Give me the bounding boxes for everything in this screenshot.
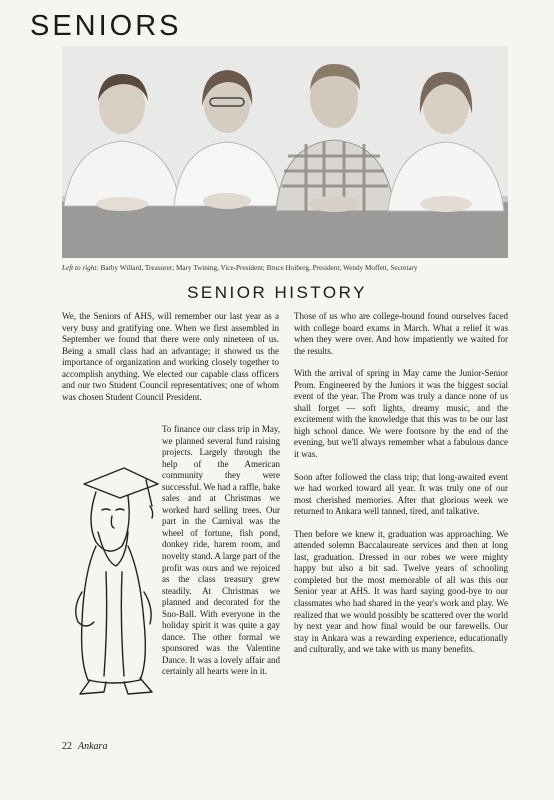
history-paragraph: Then before we knew it, graduation was approaching. We attended solemn Baccalaureate services and then at long last, graduation. Dressed in our robes we were mighty happy but also a bit sad. Twelve years of schooling completed but the most memorable of all was this our Senior year at AHS. It was hard saying good-bye to our classmates who had shared in the year's work and play. We realized that we would possibly be scattered over the world by next year and how final would be our farewells. Our stay in Ankara was a rewarding experience, educationally and culturally, and we take with us many benefits. xyxy=(294,528,508,655)
page-title: SENIORS xyxy=(30,10,182,42)
page-number: 22 xyxy=(62,741,72,752)
graduate-cartoon xyxy=(66,462,162,702)
history-paragraph: To finance our class trip in May, we planned several fund raising projects. Largely through the help of the American community they were successful. We had a raffle, bake sales and at Christmas we worked hard selling trees. Our part in the Carnival was the wheel of fortune, fish pond, donkey ride, harem room, and novelty stand. A large part of the profit was ours and we rejoiced as the class treasury grew steadily. At Christmas we planned and decorated for the Sno-Ball. With everyone in the holiday spirit it was quite a gay dance. The other formal we sponsored was the Valentine Dance. It was a lovely affair and certainly all hearts were in it. xyxy=(162,424,280,677)
caption-names: Barby Willard, Treasurer; Mary Twining, Vice-President; Bruce Hoiberg, President; Wendy Moffett, Secretary xyxy=(100,264,418,272)
section-title: SENIOR HISTORY xyxy=(187,283,367,302)
class-officers-photo xyxy=(62,46,508,258)
graduate-cartoon-drawing xyxy=(66,462,162,702)
photo-illustration xyxy=(62,46,508,258)
history-column-left-top xyxy=(62,311,279,414)
photo-caption xyxy=(62,264,512,272)
page-footer xyxy=(62,741,107,752)
caption-lead: Left to right: xyxy=(62,264,99,272)
history-paragraph: Those of us who are college-bound found ourselves faced with college board exams in March. What a relief it was when they were over. And how impatiently we waited for the results. xyxy=(294,311,508,356)
history-paragraph: Soon after followed the class trip; that long-awaited event we had worked toward all year. It was truly one of our most cherished memories. After that glorious week we returned to Ankara well tanned, tired, and talkative. xyxy=(294,471,508,517)
history-column-right xyxy=(294,311,508,667)
history-paragraph: We, the Seniors of AHS, will remember our last year as a very busy and gratifying one. When we first assembled in September we found that there were only nineteen of us. Being a small class had an advantage; it showed us the importance of organization and working closely together to accomplish anything. We elected our capable class officers and our two Student Council representatives; one of whom was chosen Student Council President. xyxy=(62,311,279,402)
history-paragraph: With the arrival of spring in May came the Junior-Senior Prom. Engineered by the Juniors it was the biggest social event of the year. The Prom was truly a dance none of us shall forget — soft lights, dreamy music, and the excitement with the knowledge that this was to be our last high school dance. We were footsore by the end of the evening, but we'll always remember what a fabulous dance it was. xyxy=(294,368,508,460)
publication-name: Ankara xyxy=(78,741,108,752)
history-column-left-bottom xyxy=(162,424,280,689)
